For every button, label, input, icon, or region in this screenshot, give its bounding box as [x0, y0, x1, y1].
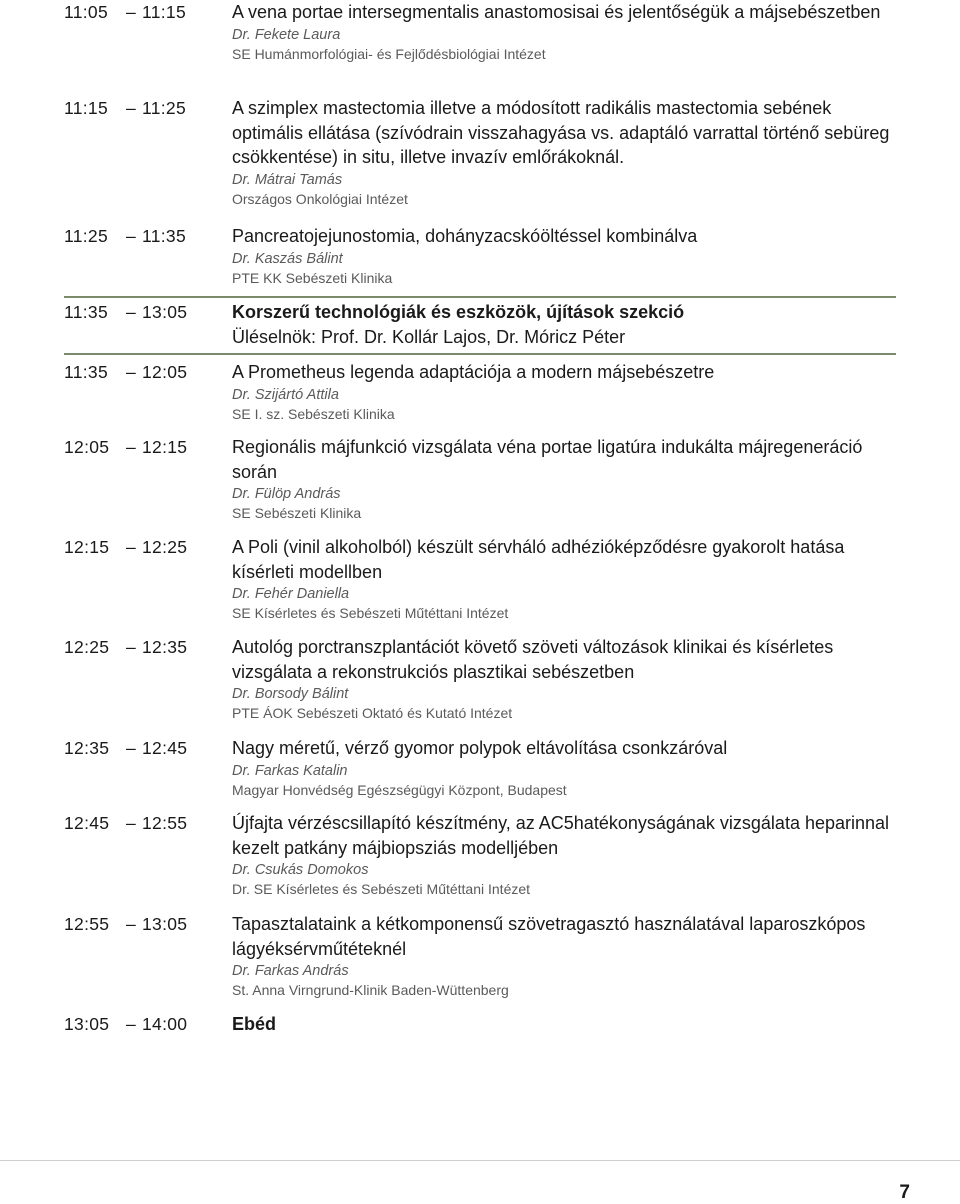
talk-title: Újfajta vérzéscsillapító készítmény, az AC5hatékonyságának vizsgálata heparinnal kezelt patkány májbiopsziás modelljében [232, 813, 890, 858]
talk-title: A Poli (vinil alkoholból) készült sérvháló adhézióképződésre gyakorolt hatása kísérleti modellben [232, 537, 845, 582]
entry-content [232, 300, 904, 349]
speaker-name: Dr. Szijártó Attila [232, 386, 339, 403]
section-title: Korszerű technológiák és eszközök, újítások szekció [232, 302, 685, 322]
section-divider [64, 353, 896, 355]
entry-content [232, 0, 904, 64]
time-range: 11:15 – 11:25 [64, 96, 230, 121]
affiliation: PTE ÁOK Sebészeti Oktató és Kutató Intézet [232, 705, 513, 721]
time-range: 12:15 – 12:25 [64, 535, 230, 560]
session-chairs: Üléselnök: Prof. Dr. Kollár Lajos, Dr. Móricz Péter [232, 326, 626, 347]
speaker-name: Dr. Fülöp András [232, 486, 341, 502]
entry-content [232, 736, 904, 800]
entry-content [232, 360, 904, 424]
affiliation: SE Humánmorfológiai- és Fejlődésbiológiai Intézet [232, 45, 546, 62]
time-range: 11:05 – 11:15 [64, 0, 230, 25]
end-time: 11:25 [142, 98, 186, 118]
speaker-name: Dr. Farkas András [232, 963, 349, 979]
speaker-name: Dr. Mátrai Tamás [232, 171, 343, 188]
start-time: 11:05 [64, 2, 108, 22]
entry-content [232, 535, 904, 623]
affiliation: SE Sebészeti Klinika [232, 505, 362, 521]
speaker-name: Dr. Kaszás Bálint [232, 250, 343, 267]
time-range: 11:35 – 12:05 [64, 360, 230, 385]
footer-divider [0, 1160, 960, 1161]
start-time: 11:25 [64, 226, 108, 246]
break-title: Ebéd [232, 1014, 277, 1034]
affiliation: Dr. SE Kísérletes és Sebészeti Műtéttani Intézet [232, 881, 531, 897]
talk-title: Tapasztalataink a kétkomponensű szövetragasztó használatával laparoszkópos lágyéksérvműtéteknél [232, 914, 866, 959]
end-time: 13:05 [142, 914, 188, 934]
talk-title: A Prometheus legenda adaptációja a modern májsebészetre [232, 362, 715, 382]
talk-title: Autológ porctranszplantációt követő szöveti változások klinikai és kísérletes vizsgálata a rekonstrukciós plasztikai sebészetben [232, 637, 834, 682]
time-range: 12:55 – 13:05 [64, 912, 230, 937]
talk-title: A vena portae intersegmentalis anastomosisai és jelentőségük a májsebészetben [232, 2, 881, 22]
start-time: 12:05 [64, 437, 110, 457]
end-time: 14:00 [142, 1014, 188, 1034]
time-range: 13:05 – 14:00 [64, 1012, 230, 1037]
affiliation: PTE KK Sebészeti Klinika [232, 269, 393, 286]
entry-content [232, 435, 904, 523]
end-time: 12:25 [142, 537, 188, 557]
entry-content [232, 912, 904, 1000]
entry-content [232, 635, 904, 723]
affiliation: Magyar Honvédség Egészségügyi Központ, Budapest [232, 781, 567, 798]
time-range: 11:35 – 13:05 [64, 300, 230, 325]
start-time: 12:55 [64, 914, 110, 934]
start-time: 11:35 [64, 302, 108, 322]
start-time: 12:15 [64, 537, 110, 557]
end-time: 12:45 [142, 738, 188, 758]
speaker-name: Dr. Farkas Katalin [232, 762, 348, 779]
entry-content [232, 1012, 904, 1037]
speaker-name: Dr. Fehér Daniella [232, 586, 350, 602]
page-number: 7 [899, 1182, 910, 1203]
affiliation: St. Anna Virngrund-Klinik Baden-Wüttenberg [232, 982, 509, 998]
start-time: 12:45 [64, 813, 110, 833]
time-range: 12:35 – 12:45 [64, 736, 230, 761]
end-time: 11:15 [142, 2, 186, 22]
start-time: 11:15 [64, 98, 108, 118]
time-range: 12:25 – 12:35 [64, 635, 230, 660]
speaker-name: Dr. Borsody Bálint [232, 686, 349, 702]
entry-content [232, 811, 904, 899]
talk-title: Pancreatojejunostomia, dohányzacskóöltéssel kombinálva [232, 226, 698, 246]
talk-title: Nagy méretű, vérző gyomor polypok eltávolítása csonkzáróval [232, 738, 728, 758]
affiliation: Országos Onkológiai Intézet [232, 190, 408, 207]
start-time: 13:05 [64, 1014, 110, 1034]
section-divider [64, 296, 896, 298]
end-time: 12:35 [142, 637, 188, 657]
time-range: 12:45 – 12:55 [64, 811, 230, 836]
end-time: 12:05 [142, 362, 188, 382]
end-time: 12:55 [142, 813, 188, 833]
start-time: 11:35 [64, 362, 108, 382]
talk-title: A szimplex mastectomia illetve a módosított radikális mastectomia sebének optimális ellátása (szívódrain visszahagyása vs. adaptáló varrattal történő sebüreg csökkentése) in situ, illetve invazív emlőrákoknál. [232, 98, 890, 167]
end-time: 11:35 [142, 226, 186, 246]
speaker-name: Dr. Csukás Domokos [232, 862, 369, 878]
affiliation: SE I. sz. Sebészeti Klinika [232, 405, 395, 422]
start-time: 12:35 [64, 738, 110, 758]
entry-content [232, 96, 904, 209]
entry-content [232, 224, 904, 288]
time-range: 12:05 – 12:15 [64, 435, 230, 460]
end-time: 12:15 [142, 437, 188, 457]
time-range: 11:25 – 11:35 [64, 224, 230, 249]
end-time: 13:05 [142, 302, 188, 322]
talk-title: Regionális májfunkció vizsgálata véna portae ligatúra indukálta májregeneráció során [232, 437, 863, 482]
affiliation: SE Kísérletes és Sebészeti Műtéttani Intézet [232, 605, 509, 621]
speaker-name: Dr. Fekete Laura [232, 26, 341, 43]
start-time: 12:25 [64, 637, 110, 657]
